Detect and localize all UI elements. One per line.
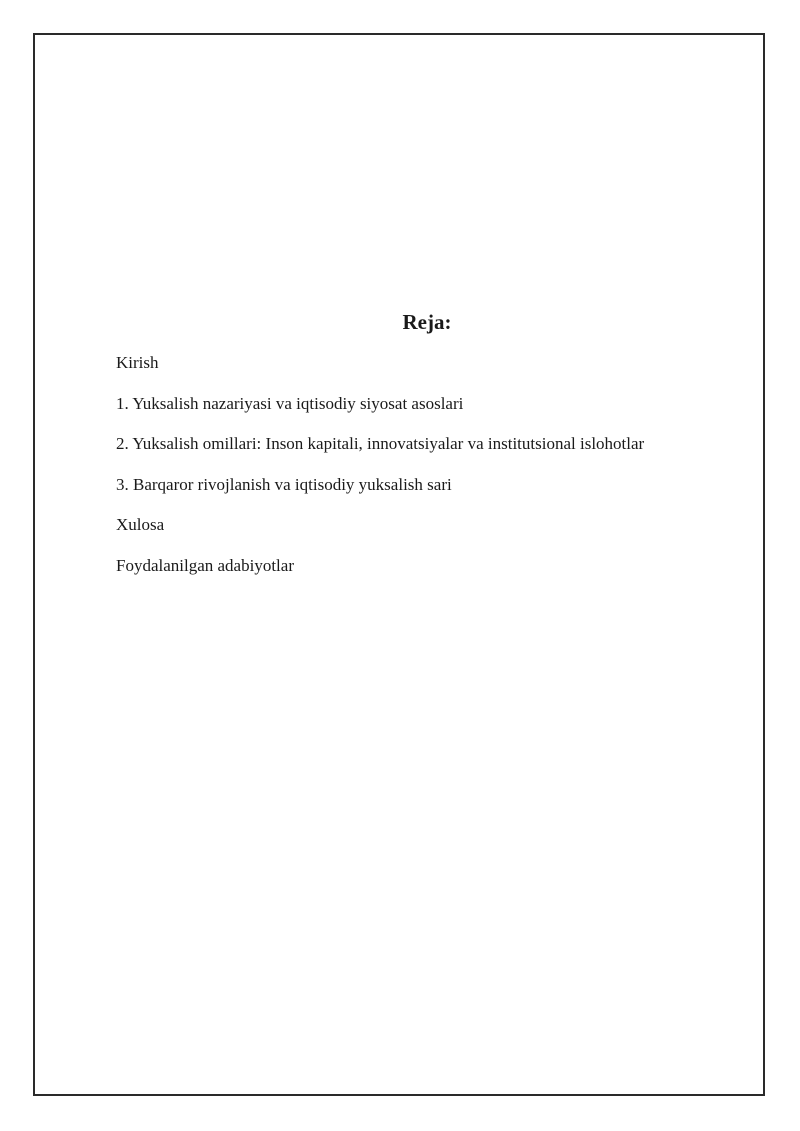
toc-item-chapter-3: 3. Barqaror rivojlanish va iqtisodiy yuksalish sari: [116, 474, 452, 494]
page-title: Reja:: [402, 310, 452, 334]
toc-item-chapter-2: 2. Yuksalish omillari: Inson kapitali, innovatsiyalar va institutsional islohotlar: [116, 434, 645, 453]
toc-item-chapter-1: 1. Yuksalish nazariyasi va iqtisodiy siyosat asoslari: [116, 393, 464, 413]
page-border: [33, 33, 765, 1096]
toc-item-conclusion: Xulosa: [116, 515, 165, 534]
table-of-contents: [116, 353, 644, 596]
toc-item-introduction: Kirish: [116, 353, 159, 372]
toc-item-references: Foydalanilgan adabiyotlar: [116, 555, 294, 575]
